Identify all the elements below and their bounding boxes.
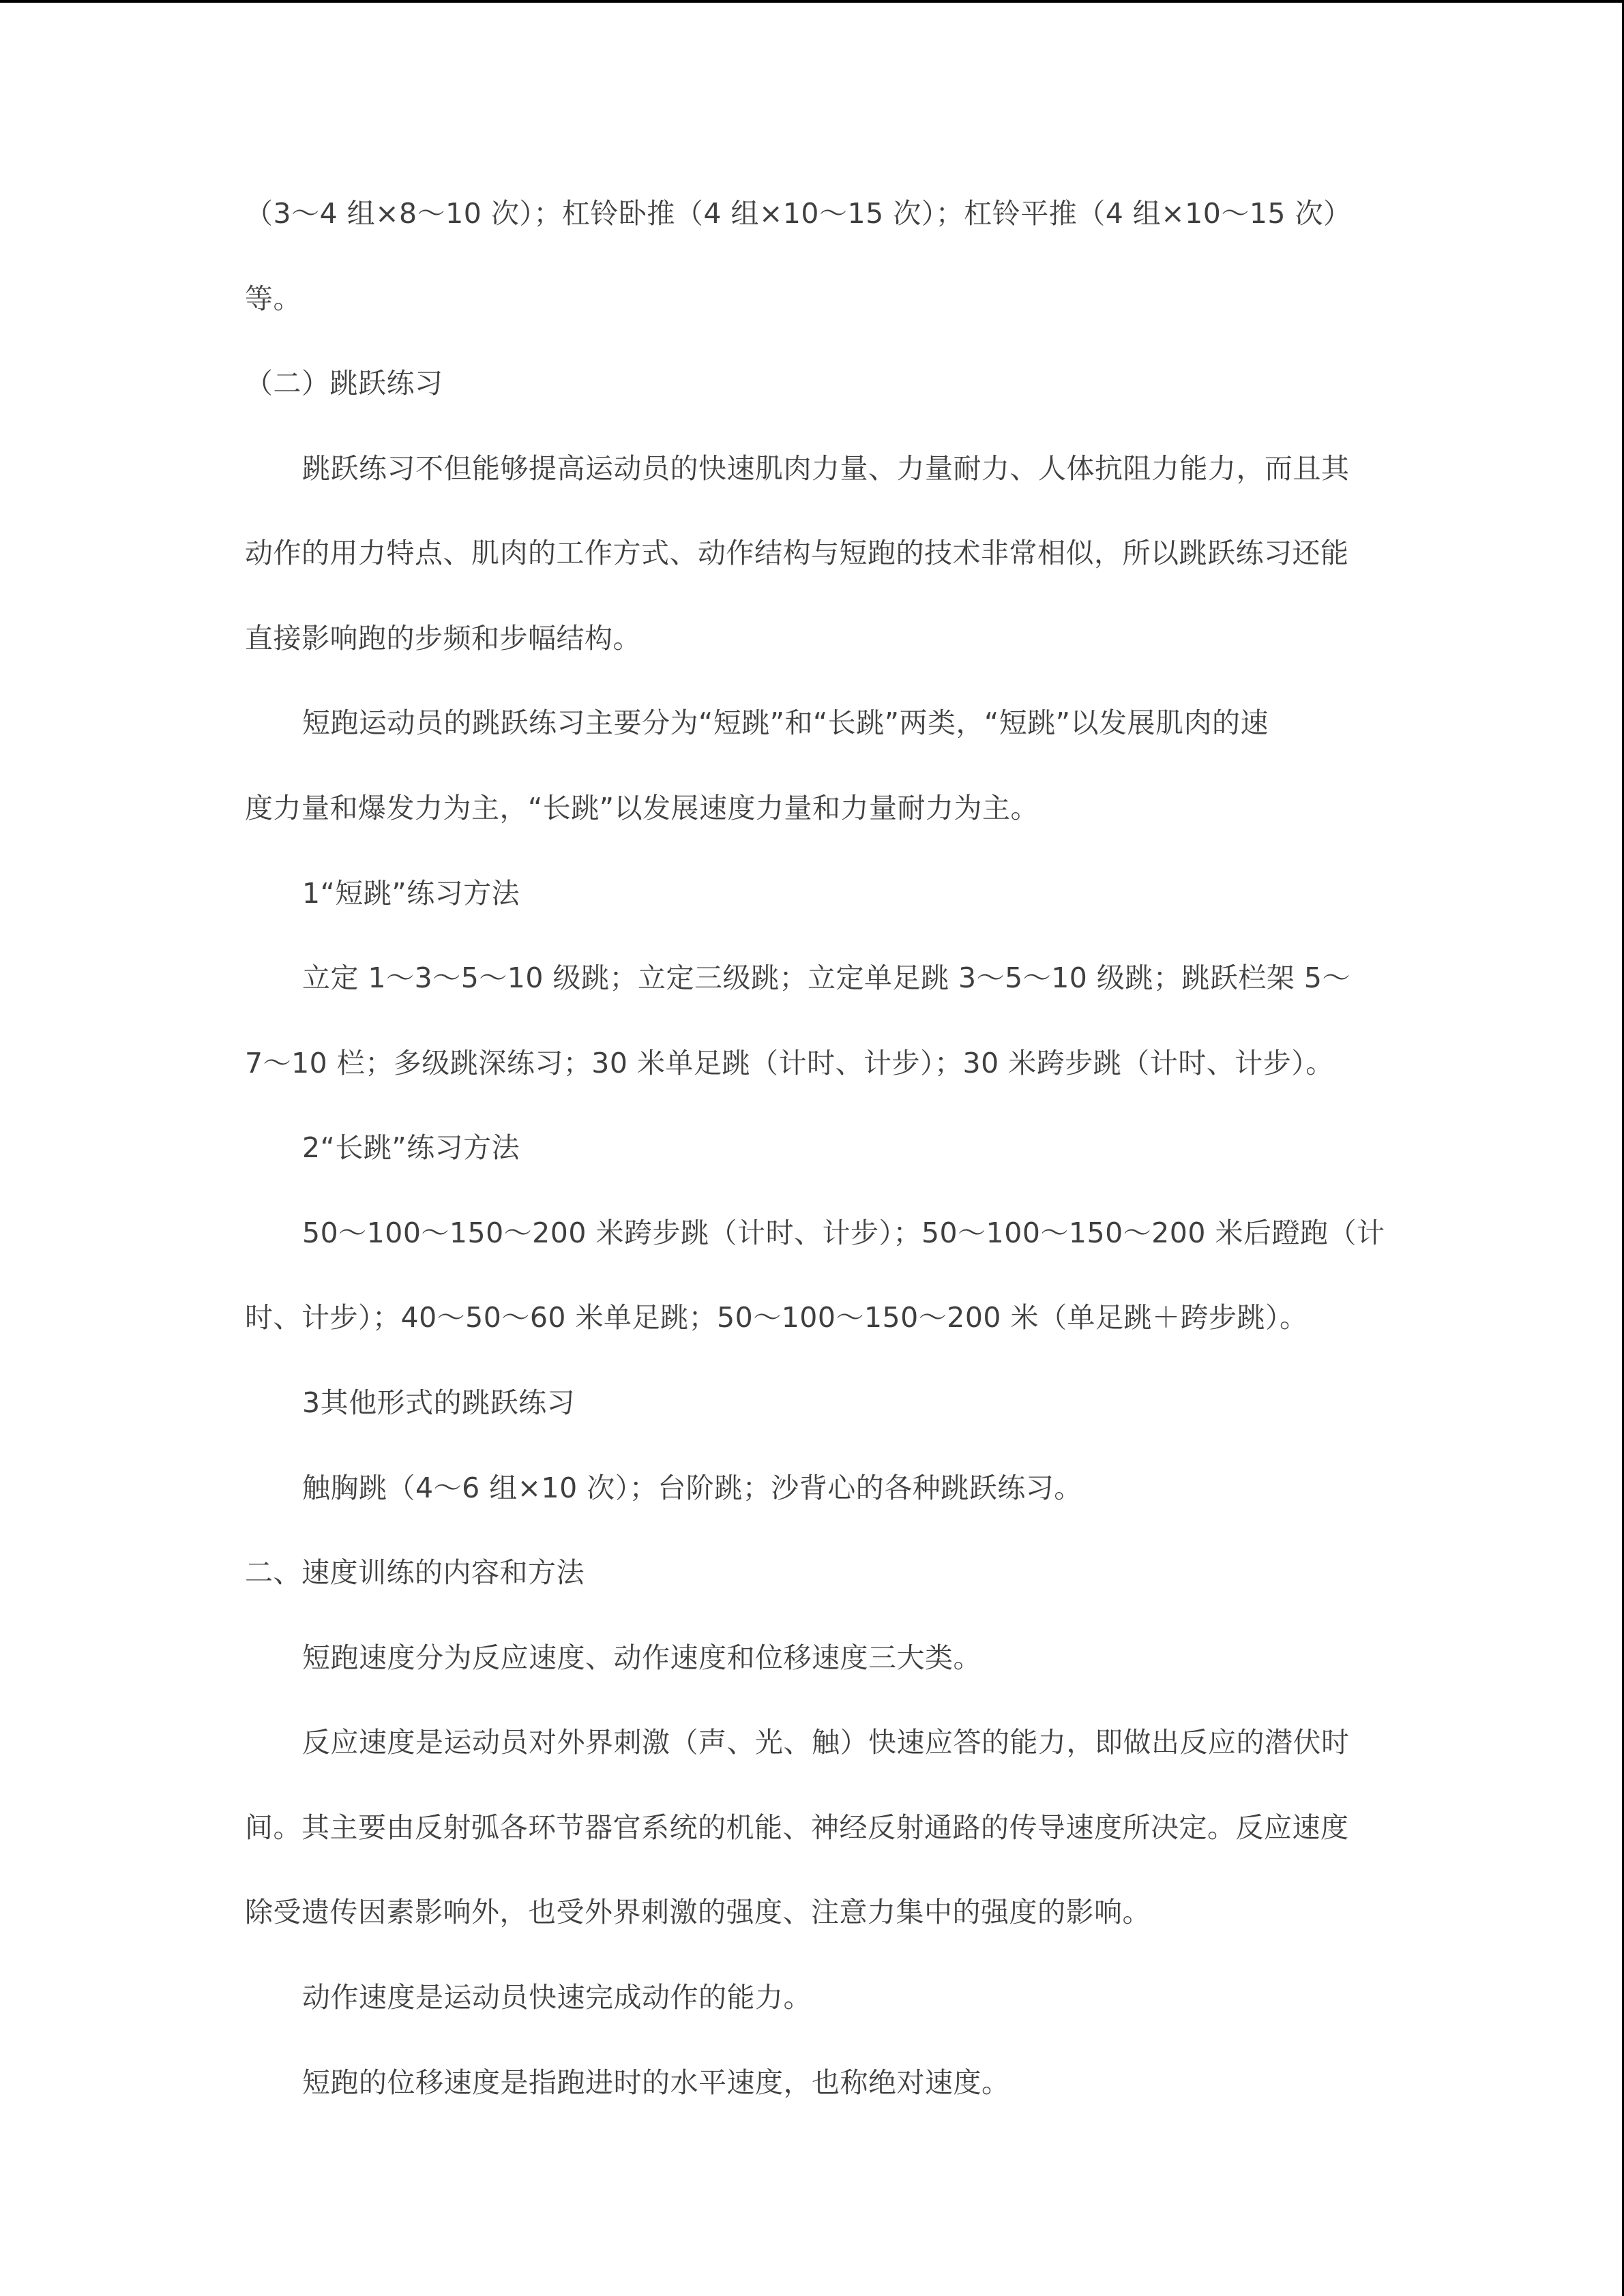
paragraph-reaction-speed-end: 除受遗传因素影响外，也受外界刺激的强度、注意力集中的强度的影响。: [245, 1896, 1151, 1928]
subheading-other-jumps: 3其他形式的跳跃练习: [302, 1386, 576, 1419]
subheading-long-jump: 2“长跳”练习方法: [302, 1131, 520, 1164]
paragraph-long-jump-methods: 50～100～150～200 米跨步跳（计时、计步）；50～100～150～200 米后蹬跑（计: [302, 1217, 1385, 1249]
section-heading-jump-training: （二）跳跃练习: [245, 367, 443, 400]
paragraph-jump-intro: 跳跃练习不但能够提高运动员的快速肌肉力量、力量耐力、人体抗阻力能力，而且其: [302, 452, 1350, 485]
paragraph-short-jump-methods: 立定 1～3～5～10 级跳；立定三级跳；立定单足跳 3～5～10 级跳；跳跃栏架 5～: [302, 961, 1351, 994]
paragraph-short-jump-methods-end: 7～10 栏；多级跳深练习；30 米单足跳（计时、计步）；30 米跨步跳（计时、计步）。: [245, 1047, 1334, 1079]
paragraph-jump-intro-cont: 动作的用力特点、肌肉的工作方式、动作结构与短跑的技术非常相似，所以跳跃练习还能: [245, 537, 1349, 569]
paragraph-displacement-speed: 短跑的位移速度是指跑进时的水平速度，也称绝对速度。: [302, 2066, 1010, 2099]
text-line-continuation: （3～4 组×8～10 次）；杠铃卧推（4 组×10～15 次）；杠铃平推（4 组×10～15 次）: [245, 197, 1352, 230]
paragraph-reaction-speed-cont: 间。其主要由反射弧各环节器官系统的机能、神经反射通路的传导速度所决定。反应速度: [245, 1811, 1349, 1844]
paragraph-jump-types-end: 度力量和爆发力为主，“长跳”以发展速度力量和力量耐力为主。: [245, 792, 1039, 824]
paragraph-movement-speed: 动作速度是运动员快速完成动作的能力。: [302, 1981, 812, 2014]
paragraph-jump-types: 短跑运动员的跳跃练习主要分为“短跳”和“长跳”两类，“短跳”以发展肌肉的速: [302, 706, 1269, 739]
paragraph-speed-types: 短跑速度分为反应速度、动作速度和位移速度三大类。: [302, 1641, 981, 1674]
subheading-short-jump: 1“短跳”练习方法: [302, 877, 520, 910]
paragraph-jump-intro-end: 直接影响跑的步频和步幅结构。: [245, 622, 641, 655]
section-heading-speed-training: 二、速度训练的内容和方法: [245, 1556, 585, 1589]
text-line-continuation-end: 等。: [245, 282, 301, 315]
paragraph-other-jumps: 触胸跳（4～6 组×10 次）；台阶跳；沙背心的各种跳跃练习。: [302, 1472, 1082, 1504]
paragraph-reaction-speed: 反应速度是运动员对外界刺激（声、光、触）快速应答的能力，即做出反应的潜伏时: [302, 1726, 1350, 1759]
paragraph-long-jump-methods-end: 时、计步）；40～50～60 米单足跳；50～100～150～200 米（单足跳＋跨步跳）。: [245, 1301, 1308, 1334]
